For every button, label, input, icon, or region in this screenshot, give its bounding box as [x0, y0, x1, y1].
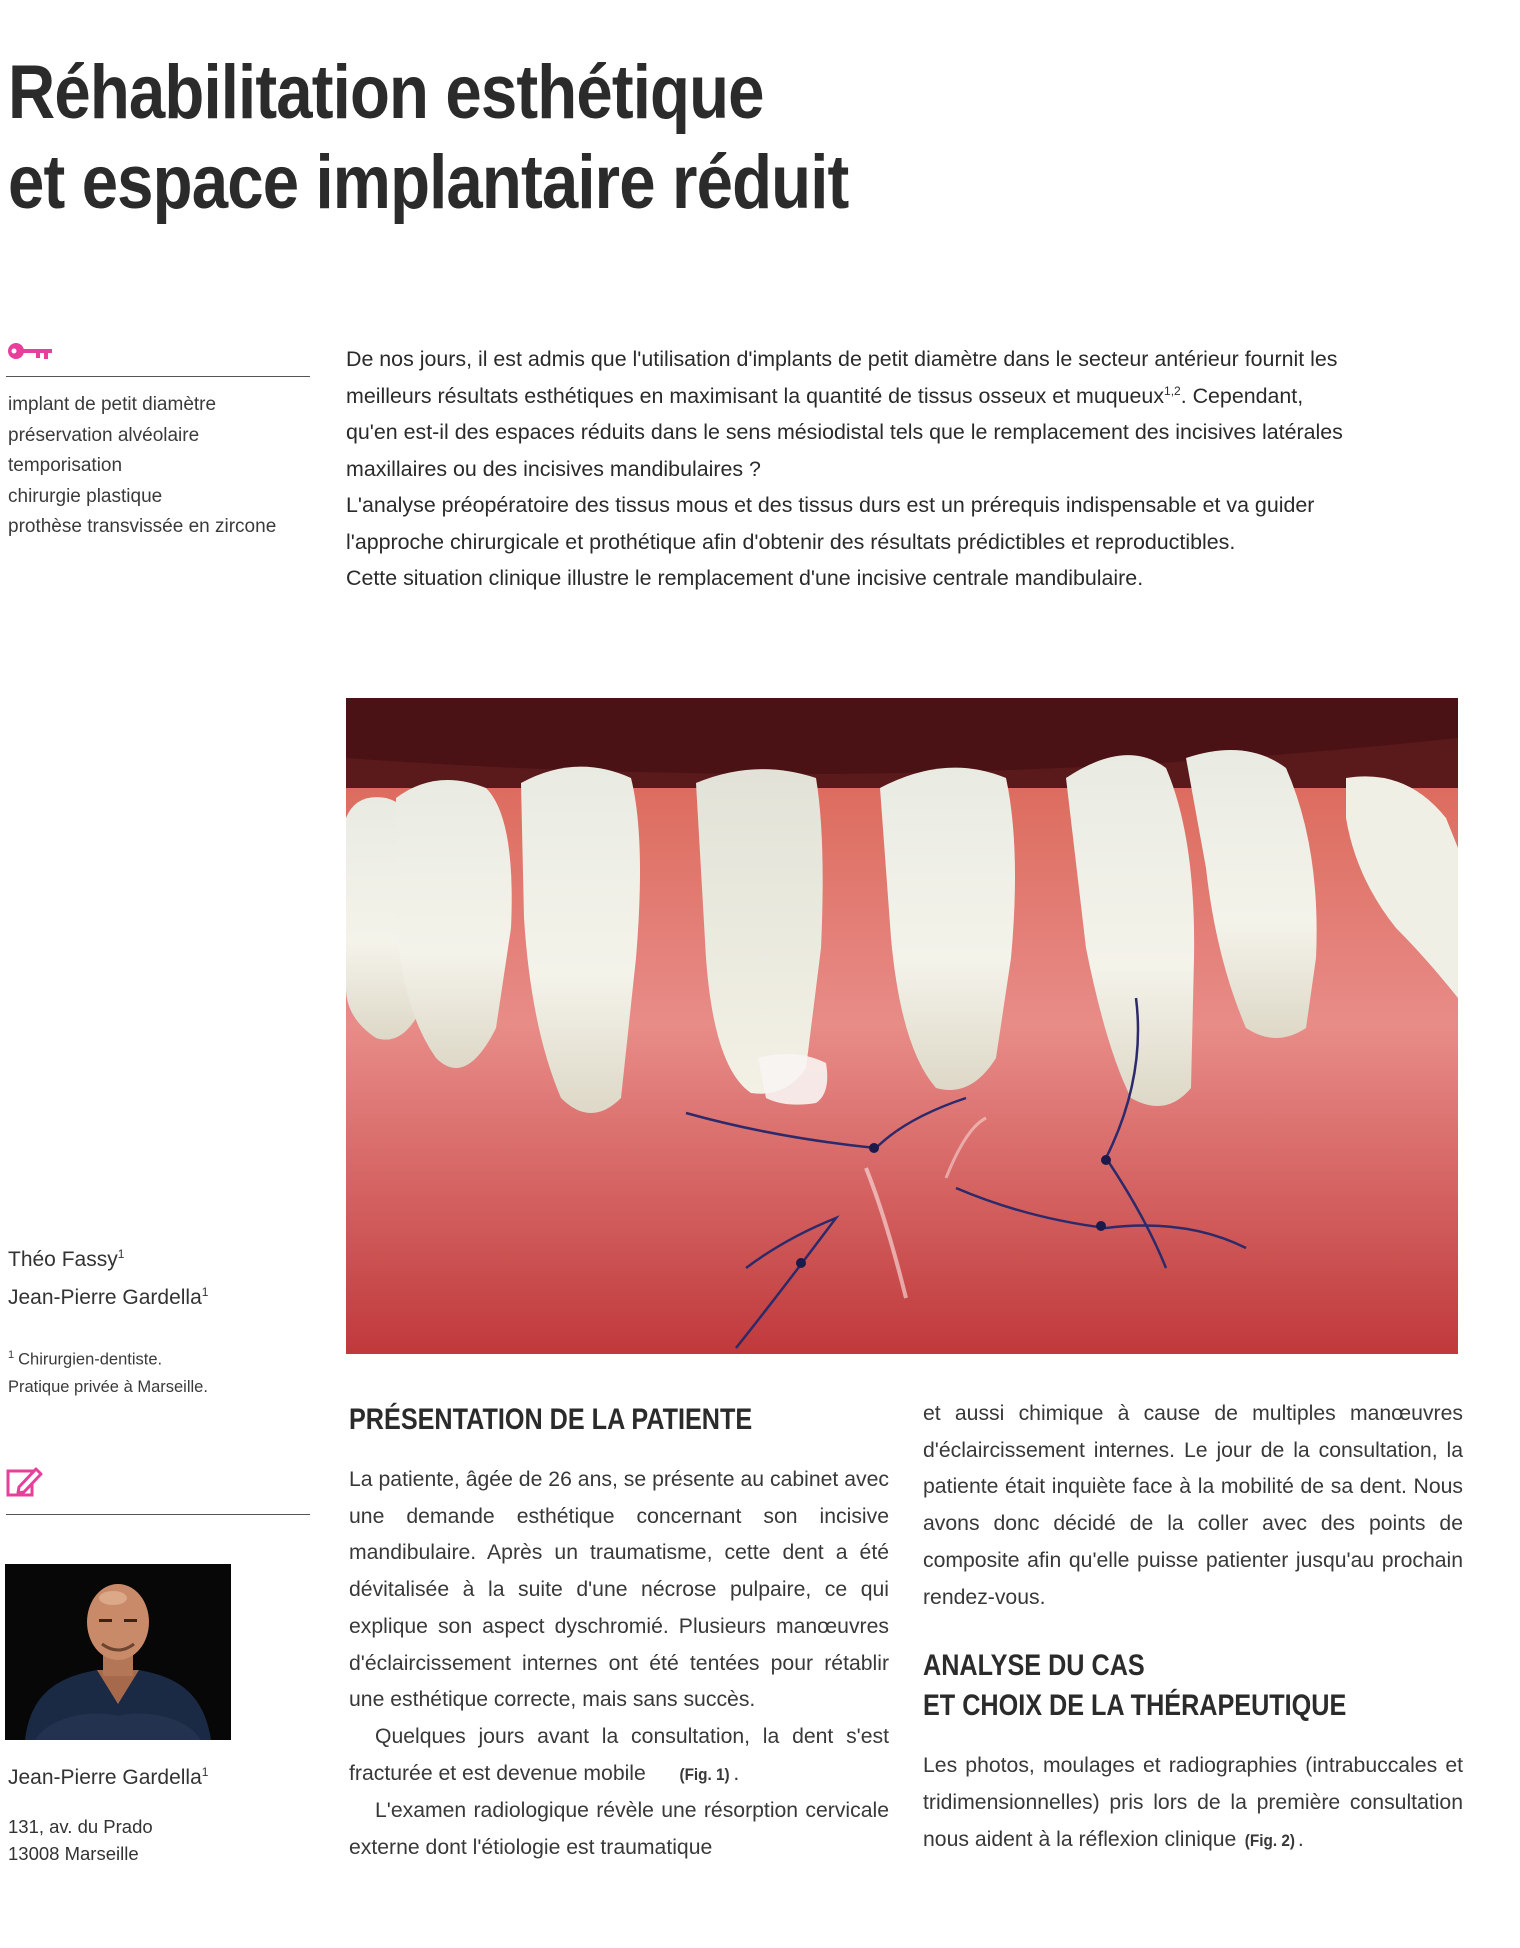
keyword: chirurgie plastique	[8, 485, 163, 507]
clinical-photo	[346, 698, 1458, 1354]
keyword: prothèse transvissée en zircone	[8, 516, 277, 537]
key-icon	[6, 340, 56, 362]
column-left	[349, 1400, 889, 1867]
paragraph: La patiente, âgée de 26 ans, se présente au cabinet avec une demande esthétique concernant son incisive mandibulaire. Après un traumatisme, cette dent a été dévitalisée à la suite d'une nécrose pulpaire, ce qui explique son aspect dyschromié. Plusieurs manœuvres d'éclaircissement internes ont été tentées pour rétablir une esthétique correcte, mais sans succès.	[349, 1468, 889, 1712]
section-heading: PRÉSENTATION DE LA PATIENTE	[349, 1403, 753, 1436]
contact-divider	[6, 1514, 310, 1515]
keywords-divider	[6, 376, 310, 377]
keywords-list	[8, 390, 318, 543]
title-line-2: et espace implantaire réduit	[8, 140, 849, 225]
authors	[8, 1238, 208, 1314]
intro	[346, 341, 1346, 597]
paragraph: et aussi chimique à cause de multiples manœuvres d'éclaircissement internes. Le jour de la consultation, la patiente était inquiète face à la mobilité de sa dent. Nous avons donc décidé de la coller avec des points de composite afin qu'elle puisse patienter jusqu'au prochain rendez-vous.	[923, 1402, 1463, 1609]
keyword: temporisation	[8, 455, 123, 476]
intro-paragraph: De nos jours, il est admis que l'utilisation d'implants de petit diamètre dans le secteur antérieur fournit les meilleurs résultats esthétiques en maximisant la quantité de tissus osseux et muqueux$^{1,2}$. Cependant, qu'en est-il des espaces réduits dans le sens mésiodistal tels que le remplacement des incisives latérales maxillaires ou des incisives mandibulaires ?	[346, 347, 1343, 481]
article-title	[8, 48, 848, 228]
paragraph: L'examen radiologique révèle une résorption cervicale externe dont l'étiologie est traumatique	[349, 1799, 889, 1860]
author-portrait	[5, 1564, 231, 1740]
title-line-1: Réhabilitation esthétique	[8, 50, 764, 135]
contact-name: Jean-Pierre Gardella$^1$	[8, 1765, 209, 1789]
paragraph: Les photos, moulages et radiographies (intrabuccales et tridimensionnelles) pris lors de la première consultation nous aident à la réflexion clinique (Fig. 2) .	[923, 1748, 1463, 1859]
intro-paragraph: L'analyse préopératoire des tissus mous et des tissus durs est un prérequis indispensable et va guider l'approche chirurgicale et prothétique afin d'obtenir des résultats prédictibles et reproductibles.	[346, 493, 1315, 554]
intro-paragraph: Cette situation clinique illustre le remplacement d'une incisive centrale mandibulaire.	[346, 566, 1144, 590]
contact-address: 131, av. du Prado 13008 Marseille	[8, 1816, 153, 1864]
keyword: implant de petit diamètre	[8, 394, 217, 415]
author-name: Théo Fassy$^1$	[8, 1247, 125, 1271]
keyword: préservation alvéolaire	[8, 424, 200, 446]
section-heading: ANALYSE DU CAS ET CHOIX DE LA THÉRAPEUTIQUE	[923, 1649, 1347, 1723]
paragraph: Quelques jours avant la consultation, la dent s'est fracturée et est devenue mobile (Fig. 1) .	[349, 1719, 889, 1793]
author-name: Jean-Pierre Gardella$^1$	[8, 1285, 209, 1309]
column-right	[923, 1396, 1463, 1859]
figure-reference: (Fig. 1)	[679, 1764, 730, 1784]
figure-reference: (Fig. 2)	[1244, 1830, 1296, 1850]
pencil-note-icon	[6, 1464, 44, 1498]
affiliation: $^1$ Chirurgien-dentiste. Pratique privée à Marseille.	[8, 1349, 208, 1396]
